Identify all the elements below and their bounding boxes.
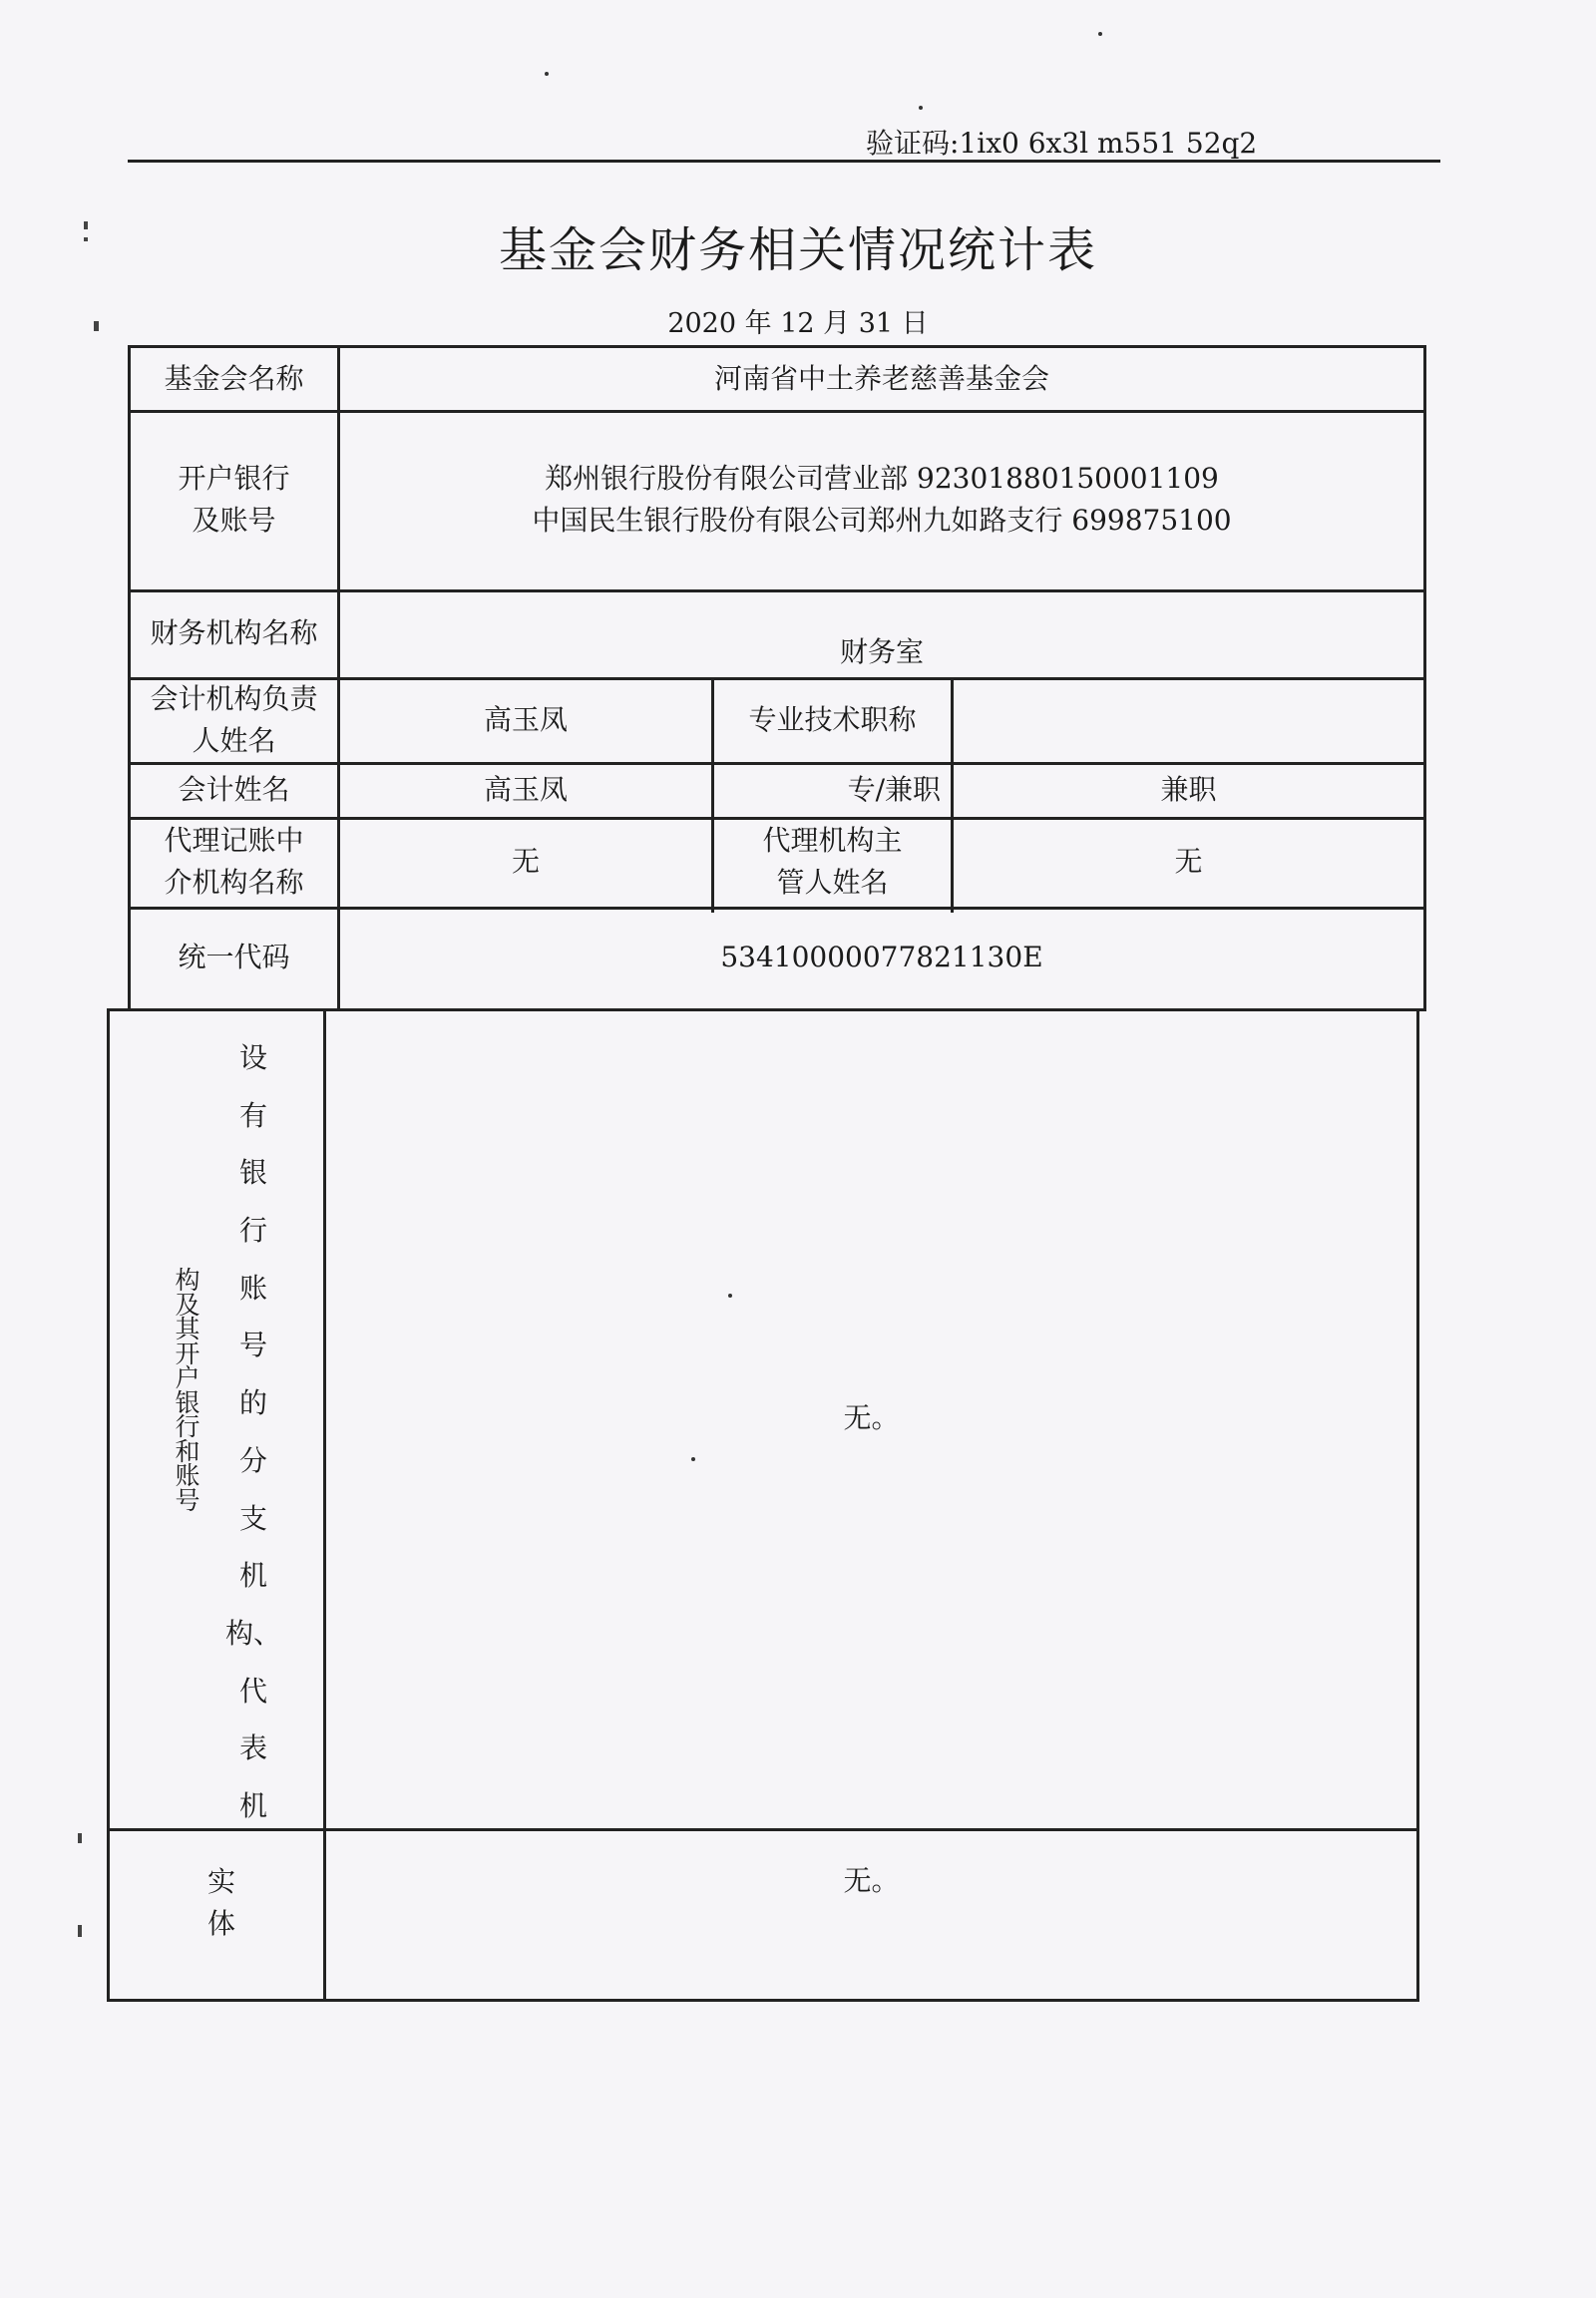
- agency-value: 无: [511, 845, 540, 878]
- scan-speck: [728, 1294, 732, 1298]
- scan-speck: [691, 1457, 695, 1461]
- report-date: 2020 年 12 月 31 日: [667, 308, 929, 339]
- verification-code: 验证码:1ix0 6x3l m551 52q2: [866, 127, 1258, 160]
- accountant-label: 会计姓名: [178, 772, 290, 806]
- accounting-head-label-line2: 人姓名: [192, 723, 276, 757]
- entity-value: 无。: [843, 1864, 900, 1897]
- page-title: 基金会财务相关情况统计表: [498, 222, 1097, 278]
- branches-label-char: 支: [238, 1501, 267, 1535]
- agency-supervisor-value: 无: [1174, 845, 1203, 878]
- agency-supervisor-label-line1: 代理机构主: [762, 824, 903, 857]
- foundation-name-value: 河南省中土养老慈善基金会: [713, 362, 1049, 395]
- branches-label-char: 代: [238, 1674, 267, 1708]
- branches-label-sub-char: 行: [175, 1412, 200, 1441]
- branches-label-sub-char: 和: [175, 1436, 200, 1466]
- scan-speck: [919, 106, 923, 110]
- scan-speck: [545, 72, 549, 76]
- branches-label-sub-char: 及: [175, 1290, 200, 1320]
- branches-label-char: 表: [238, 1731, 267, 1765]
- scan-mark: [84, 221, 88, 229]
- branches-label-char: 账: [238, 1271, 267, 1305]
- branches-label-char: 行: [238, 1214, 267, 1248]
- branches-value: 无。: [843, 1401, 900, 1434]
- finance-dept-label: 财务机构名称: [150, 616, 318, 649]
- agency-supervisor-label: [714, 817, 951, 907]
- bank-accounts-value: [340, 410, 1423, 589]
- branches-label-sub-char: 账: [175, 1461, 200, 1490]
- accountant-value: 高玉凤: [483, 772, 568, 806]
- scan-mark: [78, 1925, 82, 1937]
- statistics-table-lower: [107, 1008, 1419, 2002]
- scan-speck: [1098, 32, 1102, 36]
- finance-dept-value: 财务室: [839, 635, 924, 668]
- bank-account-2: 中国民生银行股份有限公司郑州九如路支行 699875100: [532, 504, 1232, 537]
- bank-account-1: 郑州银行股份有限公司营业部 92301880150001109: [545, 462, 1219, 495]
- branches-label-char: 构、: [225, 1616, 282, 1650]
- professional-title-label: 专业技术职称: [748, 702, 917, 736]
- bank-accounts-label-line2: 及账号: [192, 504, 276, 537]
- entity-label-char: 体: [206, 1907, 235, 1940]
- entity-label: [201, 1861, 241, 1945]
- branches-label-char: 的: [238, 1386, 267, 1420]
- scan-mark: [94, 321, 99, 331]
- branches-label-sub-char: 户: [175, 1363, 200, 1392]
- branches-label-sub-char: 开: [175, 1339, 200, 1368]
- agency-label-line1: 代理记账中: [164, 824, 304, 857]
- bank-accounts-label-line1: 开户银行: [178, 462, 290, 495]
- branches-label-char: 设: [238, 1041, 267, 1074]
- professional-title-value: [954, 677, 1423, 762]
- branches-label-sub-char: 银: [175, 1387, 200, 1417]
- bank-accounts-label: [131, 410, 337, 589]
- branches-label-char: 银: [238, 1156, 267, 1190]
- branches-label-main: [225, 1029, 282, 1835]
- branches-label-sub: [172, 1266, 203, 1515]
- branches-label-sub-char: 号: [175, 1485, 200, 1515]
- branches-label-char: 机: [238, 1559, 267, 1593]
- scan-mark: [78, 1833, 82, 1843]
- branches-label-char: 机: [238, 1788, 267, 1822]
- entity-label-char: 实: [206, 1865, 235, 1898]
- branches-label-char: 号: [238, 1329, 267, 1362]
- branches-label-sub-char: 其: [175, 1315, 200, 1343]
- header-rule: [128, 160, 1440, 163]
- unified-code-label: 统一代码: [178, 941, 290, 973]
- scan-mark: [84, 237, 88, 241]
- employment-type-value: 兼职: [1160, 772, 1217, 806]
- accounting-head-value: 高玉凤: [483, 702, 568, 736]
- branches-label-char: 分: [238, 1443, 267, 1477]
- unified-code-value: 53410000077821130E: [720, 941, 1043, 973]
- employment-type-label: 专/兼职: [847, 772, 941, 806]
- foundation-name-label: 基金会名称: [164, 362, 304, 395]
- statistics-table-upper: [128, 345, 1426, 1011]
- branches-label-char: 有: [238, 1098, 267, 1132]
- agency-label: [131, 817, 337, 907]
- branches-label-sub-char: 构: [175, 1266, 200, 1295]
- accounting-head-label: [131, 677, 337, 762]
- accounting-head-label-line1: 会计机构负责: [150, 681, 318, 715]
- agency-supervisor-label-line2: 管人姓名: [776, 866, 889, 899]
- agency-label-line2: 介机构名称: [164, 866, 304, 899]
